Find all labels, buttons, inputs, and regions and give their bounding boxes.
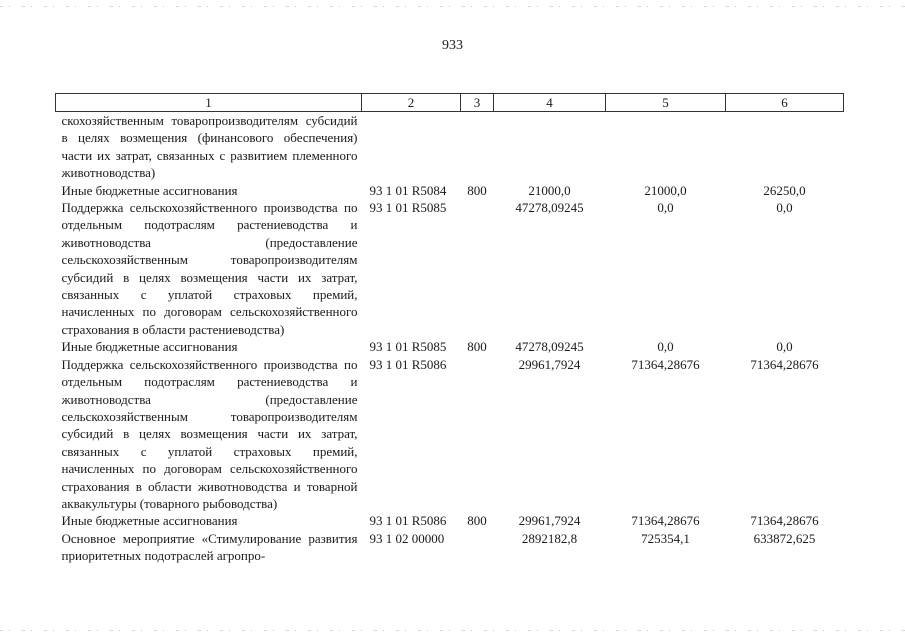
row-code: 93 1 02 00000: [369, 530, 445, 546]
row-vr: 800: [467, 513, 487, 529]
table-row: [56, 182, 844, 199]
row-code: 93 1 01 R5085: [369, 339, 447, 355]
row-value-4: 47278,09245: [515, 339, 584, 355]
row-description: Иные бюджетные ассигнования: [61, 339, 238, 355]
row-value-4: 21000,0: [528, 182, 571, 198]
row-value-5: 71364,28676: [631, 356, 700, 372]
header-col-3: 3: [461, 94, 494, 112]
header-col-1: 1: [56, 94, 362, 112]
row-description: Основное мероприятие «Стимулирование развития приоритетных подотраслей агропро-: [61, 530, 358, 564]
table-row: [56, 512, 844, 529]
row-vr: 800: [467, 182, 487, 198]
row-value-6: 0,0: [776, 339, 793, 355]
row-value-4: [494, 112, 606, 182]
header-col-4: 4: [494, 94, 606, 112]
row-code: 93 1 01 R5086: [369, 513, 447, 529]
row-value-6: [726, 112, 844, 182]
row-value-5: 0,0: [657, 339, 674, 355]
row-description: Поддержка сельскохозяйственного производства по отдельным подотраслям растениеводства и животноводства (предоставление сельскохозяйственным товаропроизводителям субсидий в целях возмещения части их затрат, связанных с уплатой страховых премий, начисленных по договорам сельскохозяйственного страхования в области животноводства и товарной аквакультуры (товарного рыбоводства): [61, 356, 358, 511]
row-code: 93 1 01 R5084: [369, 182, 447, 198]
header-col-2: 2: [362, 94, 461, 112]
row-value-6: 71364,28676: [750, 513, 819, 529]
row-value-5: 71364,28676: [631, 513, 700, 529]
row-value-6: 26250,0: [763, 182, 806, 198]
row-value-4: 29961,7924: [518, 513, 581, 529]
table-row: [56, 112, 844, 182]
table-row: [56, 199, 844, 338]
row-description: Поддержка сельскохозяйственного производства по отдельным подотраслям растениеводства и животноводства (предоставление сельскохозяйственным товаропроизводителям субсидий в целях возмещения части их затрат, связанных с уплатой страховых премий, начисленных по договорам сельскохозяйственного страхования в области растениеводства): [61, 200, 358, 337]
row-vr: [461, 530, 494, 565]
table-row: [56, 530, 844, 565]
scan-noise-top: [0, 6, 905, 7]
row-vr: 800: [467, 339, 487, 355]
row-value-5: 21000,0: [644, 182, 687, 198]
row-description: Иные бюджетные ассигнования: [61, 513, 238, 529]
row-code: [362, 112, 461, 182]
row-description: Иные бюджетные ассигнования: [61, 182, 238, 198]
row-value-5: 725354,1: [641, 530, 690, 546]
row-value-4: 47278,09245: [515, 200, 584, 216]
budget-table: [55, 93, 844, 565]
row-value-4: 2892182,8: [521, 530, 578, 546]
row-value-5: [606, 112, 726, 182]
table-row: [56, 356, 844, 513]
row-description: скохозяйственным товаропроизводителям субсидий в целях возмещения (финансового обеспечения) части их затрат, связанных с развитием племенного животноводства): [61, 113, 358, 181]
header-row: [56, 94, 844, 112]
row-code: 93 1 01 R5086: [369, 356, 447, 372]
header-col-5: 5: [606, 94, 726, 112]
row-vr: [461, 199, 494, 338]
row-value-5: 0,0: [657, 200, 674, 216]
scan-noise-bottom: [0, 630, 905, 631]
row-value-6: 633872,625: [753, 530, 816, 546]
row-value-4: 29961,7924: [518, 356, 581, 372]
table-row: [56, 338, 844, 355]
row-value-6: 0,0: [776, 200, 793, 216]
row-value-6: 71364,28676: [750, 356, 819, 372]
row-code: 93 1 01 R5085: [369, 200, 447, 216]
header-col-6: 6: [726, 94, 844, 112]
page-number: 933: [442, 38, 463, 53]
row-vr: [461, 356, 494, 513]
row-vr: [461, 112, 494, 182]
